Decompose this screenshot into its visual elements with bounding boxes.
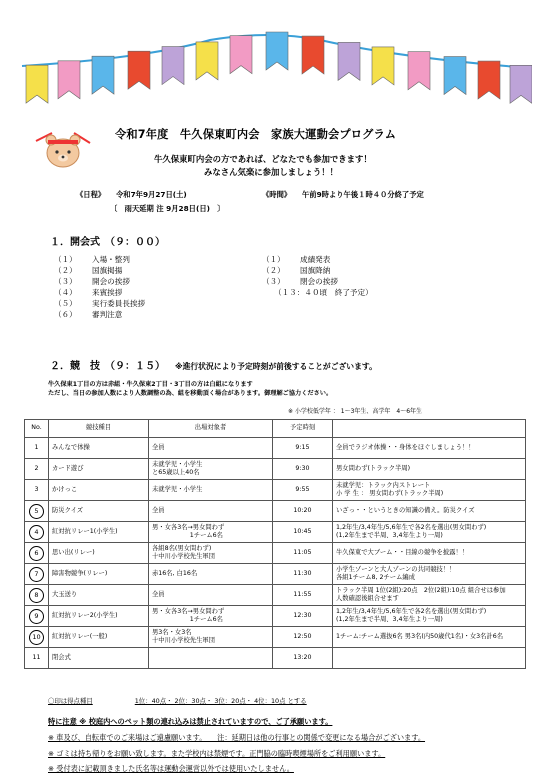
target-participants: 全員 (149, 438, 273, 459)
row-number: 11 (25, 648, 49, 669)
rain-date: 〔 雨天延期 注 9月28日(日) 〕 (110, 204, 225, 213)
header-event: 競技種目 (49, 420, 149, 438)
footer-line-3: ※ ゴミは持ち帰りをお願い致します。また学校内は禁煙です。正門脇の臨時喫煙場所をご利用願います。 (48, 749, 386, 758)
header-time: 予定時刻 (273, 420, 333, 438)
bunting-flag (196, 42, 218, 80)
points-label: 〇印は得点種目 (48, 697, 93, 705)
bunting-flag (444, 57, 466, 95)
bunting-flag (162, 47, 184, 85)
team-note-1: 牛久保東1丁目の方は赤組・牛久保東2丁目・3丁目の方は白組になります (48, 381, 253, 388)
event-name: みんなで体操 (49, 438, 149, 459)
bunting-flag (230, 36, 252, 74)
bunting-flag (58, 61, 80, 99)
table-row (25, 585, 526, 606)
scheduled-time: 11:55 (273, 585, 333, 606)
list-item: （１） 成績発表 (262, 255, 331, 264)
event-note: 1チーム:チーム選抜6名 男3名(内50歳代1名)・女3名計6名 (333, 627, 526, 648)
scoring-event-marker: 6 (29, 546, 44, 561)
events-table (24, 419, 526, 669)
scoring-event-marker: 8 (29, 588, 44, 603)
bunting-flag (128, 51, 150, 89)
table-row (25, 480, 526, 501)
row-number: 2 (25, 459, 49, 480)
subtitle-line-1: 牛久保東町内会の方であれば、どなたでも参加できます！ (154, 154, 372, 164)
target-participants: 全員 (149, 501, 273, 522)
event-name: 紅対抗リレー1(小学生) (49, 522, 149, 543)
event-name: 防災クイズ (49, 501, 149, 522)
bunting-flag (92, 56, 114, 94)
scoring-event-marker: 7 (29, 567, 44, 582)
scoring-event-marker: 5 (29, 504, 44, 519)
table-row (25, 543, 526, 564)
event-note: 牛久保東で大ブーム・・目線の競争を披露！！ (333, 543, 526, 564)
footer-line-2: ※ 車及び、自転車でのご来場はご遠慮願います。 注：延期日は他の行事との関係で変更になる場合がございます。 (48, 733, 426, 742)
list-item: （１３：４０頃 終了予定） (274, 288, 373, 298)
scheduled-time: 10:45 (273, 522, 333, 543)
table-header-row (25, 420, 526, 438)
list-item: （３） 開会の挨拶 (54, 277, 130, 287)
scoring-event-marker: 10 (29, 630, 44, 645)
bunting-flag (510, 65, 532, 103)
event-note: いざっ・・というときの知識の備え。防災クイズ (333, 501, 526, 522)
scheduled-time: 12:50 (273, 627, 333, 648)
scoring-event-marker: 4 (29, 525, 44, 540)
list-item: （３） 閉会の挨拶 (262, 277, 338, 287)
bunting-flag (266, 32, 288, 70)
target-participants: 全員 (149, 585, 273, 606)
event-date: 令和7年9月27日(土) (116, 190, 187, 199)
footer-line-4: ※ 受付表に記載頂きました氏名等は運動会運営以外では使用いたしません。 (48, 764, 294, 773)
section-events-heading: ２．競 技 （９：１５） ※進行状況により予定時刻が前後することがございます。 (50, 361, 377, 372)
event-note: 未就学児：トラック内ストレート 小 学 生 ： 男女問わず(トラック半周) (333, 480, 526, 501)
event-name: カード遊び (49, 459, 149, 480)
list-item: （２） 国旗降納 (262, 266, 331, 276)
event-note (333, 648, 526, 669)
event-note: 1,2年生/3,4年生/5,6年生で各2名を選出(男女問わず) (1,2年生まで半周、3,4年生より一周) (333, 606, 526, 627)
target-participants: 未就学児・小学生 (149, 480, 273, 501)
row-number (25, 585, 49, 606)
target-participants: 男・女各3名→男女問わず 1チーム6名 (149, 522, 273, 543)
points-rule (48, 696, 307, 705)
event-note: 1,2年生/3,4年生/5,6年生で各2名を選出(男女問わず) (1,2年生まで半周、3,4年生より一周) (333, 522, 526, 543)
event-name: かけっこ (49, 480, 149, 501)
bunting-flag (372, 47, 394, 85)
target-participants: 未就学児・小学生 と65歳以上40名 (149, 459, 273, 480)
list-item: （４） 来賓挨拶 (54, 288, 123, 298)
event-note: 全員でラジオ体操・・身体をほぐしましょう！！ (333, 438, 526, 459)
page-title: 令和7年度 牛久保東町内会 家族大運動会プログラム (115, 128, 397, 141)
event-name: 紅対抗リレー2(小学生) (49, 606, 149, 627)
event-name: 閉会式 (49, 648, 149, 669)
header-note (333, 420, 526, 438)
event-name: 大玉送り (49, 585, 149, 606)
list-item: （１） 入場・整列 (54, 255, 130, 264)
scheduled-time: 9:30 (273, 459, 333, 480)
event-name: 紅対抗リレー(一般) (49, 627, 149, 648)
target-participants: 男3名・女3名 十中川小学校先生軍団 (149, 627, 273, 648)
scheduled-time: 13:20 (273, 648, 333, 669)
table-row (25, 648, 526, 669)
row-number: 1 (25, 438, 49, 459)
closing-program-list (262, 254, 373, 298)
table-row (25, 564, 526, 585)
date-label: 《日程》 (76, 190, 106, 199)
points-text: 1位：40点・ 2位：30点・ 3位：20点・ 4位：10点 とする (134, 697, 307, 705)
row-number (25, 564, 49, 585)
scheduled-time: 12:30 (273, 606, 333, 627)
bunting-flag (478, 61, 500, 99)
event-note: 小学生ゾーンと大人ゾーンの共同競技！！ 各組1チーム8, 2チーム編成 (333, 564, 526, 585)
row-number (25, 501, 49, 522)
list-item: （５） 実行委員長挨拶 (54, 299, 146, 309)
scheduled-time: 11:05 (273, 543, 333, 564)
opening-program-list (54, 254, 145, 321)
row-number (25, 522, 49, 543)
event-name: 思い出(リレー) (49, 543, 149, 564)
target-participants: 男・女各3名→男女問わず 1チーム6名 (149, 606, 273, 627)
scheduled-time: 10:20 (273, 501, 333, 522)
target-participants: 各組8名(男女問わず) 十中川小学校先生軍団 (149, 543, 273, 564)
team-note-2: ただし、当日の参加人数により人数調整の為、組を移動頂く場合があります。御理解ご協力ください。 (48, 390, 333, 397)
target-participants (149, 648, 273, 669)
table-row (25, 606, 526, 627)
table-row (25, 459, 526, 480)
scoring-event-marker: 9 (29, 609, 44, 624)
mascot-bear-icon (34, 127, 92, 169)
grade-note: ※ 小学校低学年 ： 1～3年生、高学年 4～6年生 (288, 408, 423, 415)
event-time: 午前9時より午後１時４０分終了予定 (302, 190, 424, 199)
list-item: （６） 審判注意 (54, 310, 123, 320)
event-note: トラック半周 1位(2組):20点 2位(2組):10点 組合せは参加 人数確認後組合せます (333, 585, 526, 606)
timing-note: ※進行状況により予定時刻が前後することがございます。 (175, 362, 377, 371)
bunting-flag (302, 36, 324, 74)
scheduled-time: 9:15 (273, 438, 333, 459)
bunting-flag (26, 65, 48, 103)
row-number (25, 543, 49, 564)
table-row (25, 438, 526, 459)
scheduled-time: 9:55 (273, 480, 333, 501)
row-number (25, 627, 49, 648)
scheduled-time: 11:30 (273, 564, 333, 585)
bunting-flag (408, 52, 430, 90)
header-no: No. (25, 420, 49, 438)
table-row (25, 627, 526, 648)
bunting-flag (338, 42, 360, 80)
table-row (25, 501, 526, 522)
table-row (25, 522, 526, 543)
bunting-decoration (20, 28, 532, 113)
header-target: 出場対象者 (149, 420, 273, 438)
row-number: 3 (25, 480, 49, 501)
row-number (25, 606, 49, 627)
footer-line-1: 特に注意 ※ 校庭内へのペット類の連れ込みは禁止されていますので、ご了承願います。 (48, 717, 333, 726)
list-item: （２） 国旗掲揚 (54, 266, 123, 276)
subtitle-line-2: みなさん気楽に参加しましょう！！ (204, 167, 338, 177)
event-note: 男女問わず(トラック半周) (333, 459, 526, 480)
section-opening-heading: １．開会式 （９：００） (50, 237, 165, 248)
target-participants: 赤16名, 白16名 (149, 564, 273, 585)
event-name: 障害物競争(リレー) (49, 564, 149, 585)
time-label: 《時間》 (262, 190, 292, 199)
